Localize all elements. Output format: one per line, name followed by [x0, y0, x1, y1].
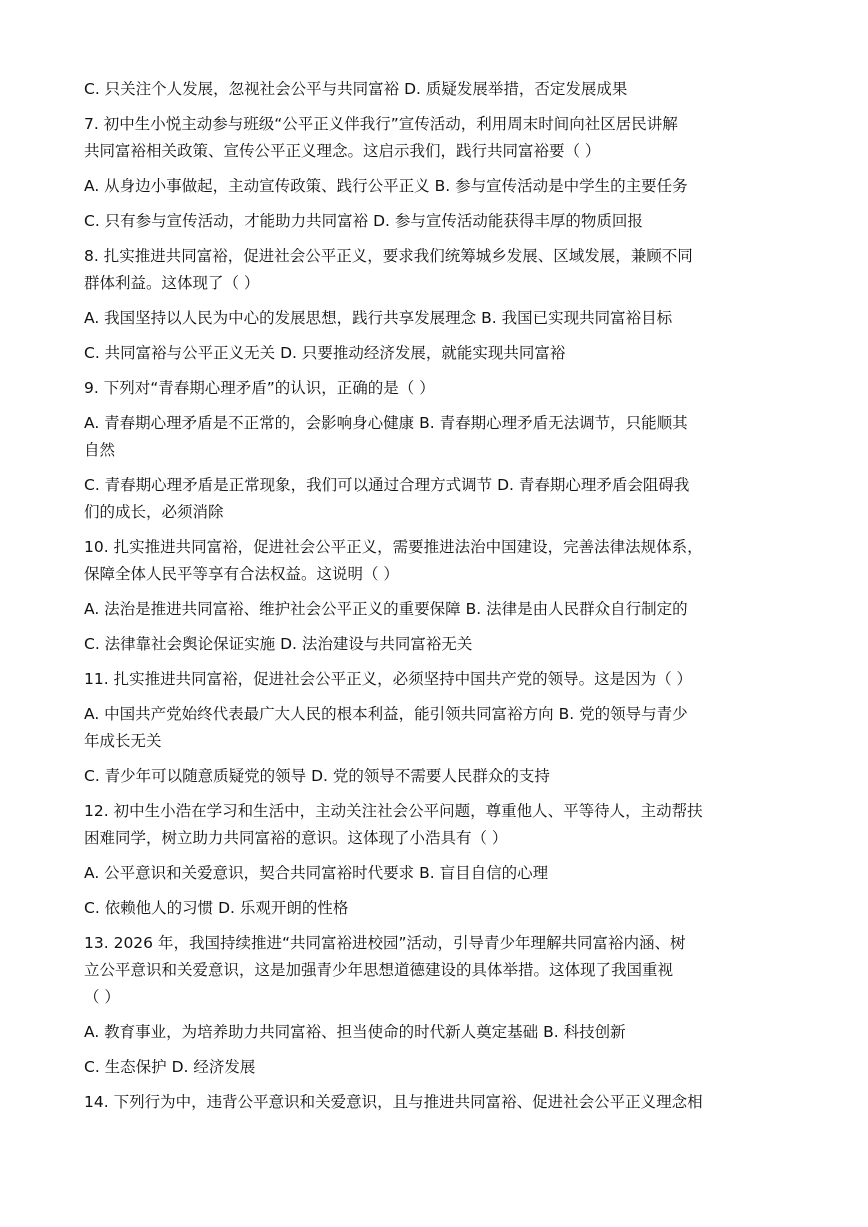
q10-stem-line2: 保障全体人民平等享有合法权益。这说明（ ） [84, 565, 399, 583]
q9-option-cd-line1: C. 青春期心理矛盾是正常现象，我们可以通过合理方式调节 D. 青春期心理矛盾会阻碍我 [84, 476, 690, 494]
q8-option-ab: A. 我国坚持以人民为中心的发展思想，践行共享发展理念 B. 我国已实现共同富裕目标 [84, 309, 673, 327]
q7-stem-line1: 7. 初中生小悦主动参与班级“公平正义伴我行”宣传活动，利用周末时间向社区居民讲解 [84, 115, 678, 133]
document-page [84, 76, 804, 1116]
q12-stem-line1: 12. 初中生小浩在学习和生活中，主动关注社会公平问题，尊重他人、平等待人，主动帮扶 [84, 802, 703, 820]
q11-option-cd: C. 青少年可以随意质疑党的领导 D. 党的领导不需要人民群众的支持 [84, 767, 550, 785]
q7-stem-line2: 共同富裕相关政策、宣传公平正义理念。这启示我们，践行共同富裕要（ ） [84, 142, 601, 160]
q8-stem-line2: 群体利益。这体现了（ ） [84, 274, 260, 292]
q6-option-cd: C. 只关注个人发展，忽视社会公平与共同富裕 D. 质疑发展举措，否定发展成果 [84, 80, 628, 98]
q7-option-ab: A. 从身边小事做起，主动宣传政策、践行公平正义 B. 参与宣传活动是中学生的主要任务 [84, 177, 688, 195]
q9-stem: 9. 下列对“青春期心理矛盾”的认识，正确的是（ ） [84, 379, 435, 397]
q13-stem-line1: 13. 2026 年，我国持续推进“共同富裕进校园”活动，引导青少年理解共同富裕内涵、树 [84, 934, 686, 952]
q11-option-ab-line2: 年成长无关 [84, 732, 162, 750]
q12-option-ab: A. 公平意识和关爱意识，契合共同富裕时代要求 B. 盲目自信的心理 [84, 864, 549, 882]
q9-option-ab-line2: 自然 [84, 441, 116, 459]
q12-option-cd: C. 依赖他人的习惯 D. 乐观开朗的性格 [84, 899, 349, 917]
q13-stem-line3: （ ） [84, 988, 120, 1006]
q13-option-cd: C. 生态保护 D. 经济发展 [84, 1058, 256, 1076]
q7-option-cd: C. 只有参与宣传活动，才能助力共同富裕 D. 参与宣传活动能获得丰厚的物质回报 [84, 212, 643, 230]
q11-stem: 11. 扎实推进共同富裕，促进社会公平正义，必须坚持中国共产党的领导。这是因为（ ） [84, 670, 693, 688]
q13-stem-line2: 立公平意识和关爱意识，这是加强青少年思想道德建设的具体举措。这体现了我国重视 [84, 961, 674, 979]
q10-stem-line1: 10. 扎实推进共同富裕，促进社会公平正义，需要推进法治中国建设，完善法律法规体系， [84, 538, 703, 556]
q9-option-ab-line1: A. 青春期心理矛盾是不正常的，会影响身心健康 B. 青春期心理矛盾无法调节，只能顺其 [84, 414, 688, 432]
q13-option-ab: A. 教育事业，为培养助力共同富裕、担当使命的时代新人奠定基础 B. 科技创新 [84, 1023, 626, 1041]
q14-stem-line1: 14. 下列行为中，违背公平意识和关爱意识，且与推进共同富裕、促进社会公平正义理念相 [84, 1093, 703, 1111]
q8-option-cd: C. 共同富裕与公平正义无关 D. 只要推动经济发展，就能实现共同富裕 [84, 344, 566, 362]
q10-option-cd: C. 法律靠社会舆论保证实施 D. 法治建设与共同富裕无关 [84, 635, 473, 653]
q12-stem-line2: 困难同学，树立助力共同富裕的意识。这体现了小浩具有（ ） [84, 829, 508, 847]
q10-option-ab: A. 法治是推进共同富裕、维护社会公平正义的重要保障 B. 法律是由人民群众自行制定的 [84, 600, 688, 618]
q11-option-ab-line1: A. 中国共产党始终代表最广大人民的根本利益，能引领共同富裕方向 B. 党的领导与青少 [84, 705, 688, 723]
q9-option-cd-line2: 们的成长，必须消除 [84, 503, 224, 521]
q8-stem-line1: 8. 扎实推进共同富裕，促进社会公平正义，要求我们统筹城乡发展、区域发展，兼顾不同 [84, 247, 693, 265]
